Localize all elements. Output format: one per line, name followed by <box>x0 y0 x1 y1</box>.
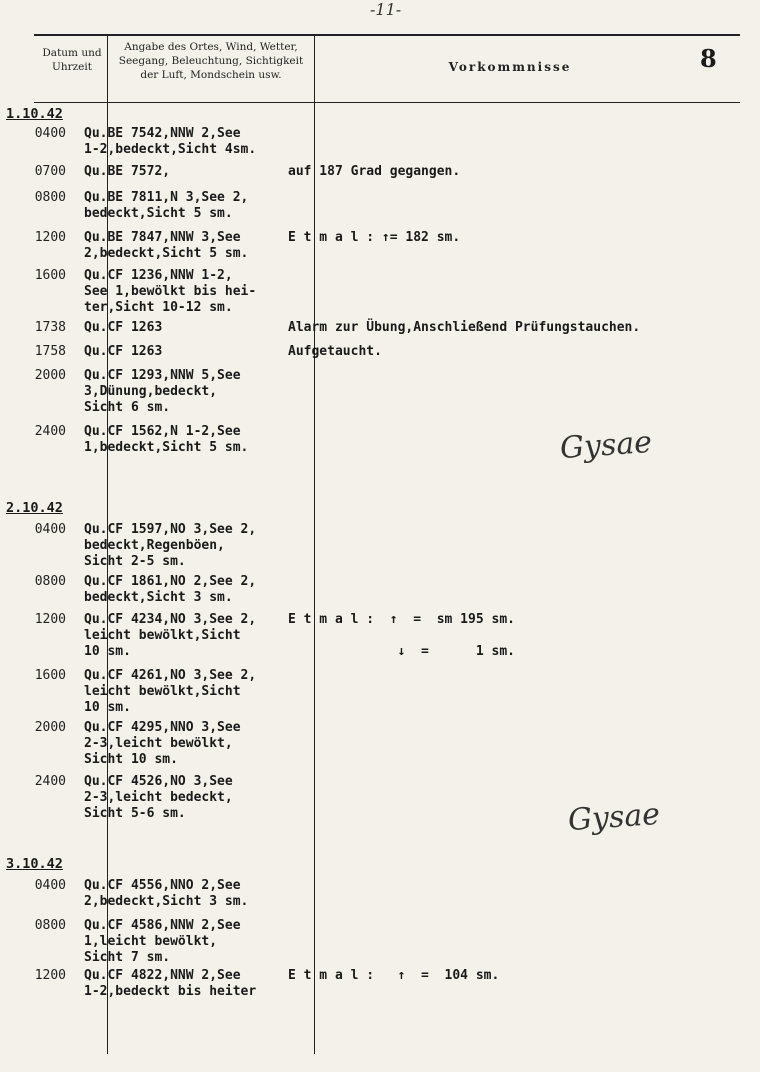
signature: Gysae <box>566 796 662 839</box>
entry-text: Qu.CF 4822,NNW 2,See 1-2,bedeckt bis heiter <box>84 968 257 999</box>
date-heading: 2.10.42 <box>6 500 63 516</box>
date-heading: 1.10.42 <box>6 106 63 122</box>
entry-text: Qu.BE 7542,NNW 2,See 1-2,bedeckt,Sicht 4sm. <box>84 126 257 157</box>
entry-time: 1200 <box>34 968 66 983</box>
entry-time: 1738 <box>34 320 66 335</box>
entry-time: 0400 <box>34 522 66 537</box>
entry-text: Qu.BE 7847,NNW 3,See 2,bedeckt,Sicht 5 sm. <box>84 230 249 261</box>
entry-text: Qu.CF 1861,NO 2,See 2, bedeckt,Sicht 3 sm. <box>84 574 257 605</box>
entry-time: 0400 <box>34 878 66 893</box>
entry-event: auf 187 Grad gegangen. <box>288 164 461 179</box>
header-place-column: Angabe des Ortes, Wind, Wetter, Seegang, Beleuchtung, Sichtigkeit der Luft, Mondschein usw. <box>118 41 304 81</box>
entry-event: E t m a l : ↑= 182 sm. <box>288 230 461 245</box>
header-rule <box>34 102 740 103</box>
signature: Gysae <box>558 424 654 467</box>
entry-time: 1200 <box>34 230 66 245</box>
entry-time: 0800 <box>34 918 66 933</box>
column-divider-place <box>314 34 315 1054</box>
entry-time: 1600 <box>34 268 66 283</box>
entry-event: E t m a l : ↑ = 104 sm. <box>288 968 500 983</box>
entry-text: Qu.BE 7811,N 3,See 2, bedeckt,Sicht 5 sm. <box>84 190 249 221</box>
entry-event: E t m a l : ↑ = sm 195 sm. ↓ = 1 sm. <box>288 612 515 659</box>
entry-time: 1758 <box>34 344 66 359</box>
entry-text: Qu.CF 4556,NNO 2,See 2,bedeckt,Sicht 3 sm. <box>84 878 249 909</box>
entry-time: 0800 <box>34 190 66 205</box>
entry-text: Qu.CF 1263 <box>84 344 163 359</box>
entry-time: 0700 <box>34 164 66 179</box>
entry-time: 0400 <box>34 126 66 141</box>
entry-event: Aufgetaucht. <box>288 344 382 359</box>
entry-text: Qu.BE 7572, <box>84 164 171 179</box>
sheet-number: 8 <box>700 44 717 73</box>
entry-text: Qu.CF 1263 <box>84 320 163 335</box>
date-heading: 3.10.42 <box>6 856 63 872</box>
entry-time: 2000 <box>34 368 66 383</box>
header-events-column: Vorkommnisse <box>448 60 572 74</box>
entry-time: 1200 <box>34 612 66 627</box>
entry-text: Qu.CF 4526,NO 3,See 2-3,leicht bedeckt, Sicht 5-6 sm. <box>84 774 233 821</box>
entry-text: Qu.CF 1236,NNW 1-2, See 1,bewölkt bis hei- ter,Sicht 10-12 sm. <box>84 268 257 315</box>
top-rule <box>34 34 740 36</box>
entry-text: Qu.CF 1597,NO 3,See 2, bedeckt,Regenböen, Sicht 2-5 sm. <box>84 522 257 569</box>
entry-time: 2400 <box>34 774 66 789</box>
page-top-number: -11- <box>370 0 402 19</box>
entry-text: Qu.CF 4586,NNW 2,See 1,leicht bewölkt, Sicht 7 sm. <box>84 918 241 965</box>
entry-text: Qu.CF 4295,NNO 3,See 2-3,leicht bewölkt, Sicht 10 sm. <box>84 720 241 767</box>
entry-text: Qu.CF 4261,NO 3,See 2, leicht bewölkt,Sicht 10 sm. <box>84 668 257 715</box>
entry-text: Qu.CF 1562,N 1-2,See 1,bedeckt,Sicht 5 sm. <box>84 424 249 455</box>
entry-text: Qu.CF 1293,NNW 5,See 3,Dünung,bedeckt, Sicht 6 sm. <box>84 368 241 415</box>
entry-time: 2000 <box>34 720 66 735</box>
entry-time: 1600 <box>34 668 66 683</box>
entry-time: 2400 <box>34 424 66 439</box>
header-date-column: Datum und Uhrzeit <box>42 47 102 73</box>
entry-event: Alarm zur Übung,Anschließend Prüfungstauchen. <box>288 320 641 335</box>
entry-text: Qu.CF 4234,NO 3,See 2, leicht bewölkt,Sicht 10 sm. <box>84 612 257 659</box>
entry-time: 0800 <box>34 574 66 589</box>
